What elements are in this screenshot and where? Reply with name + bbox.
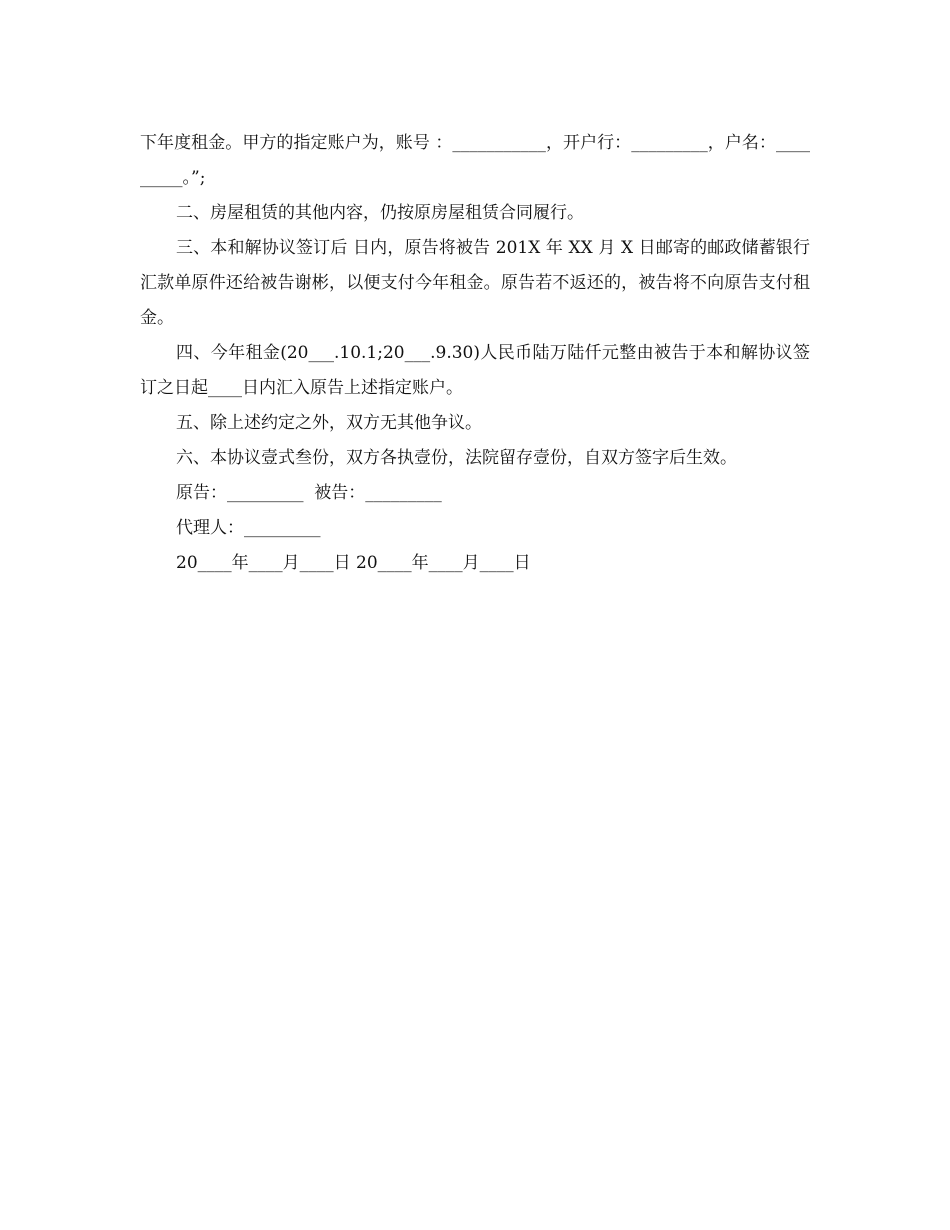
paragraph-clause-2: 二、房屋租赁的其他内容，仍按原房屋租赁合同履行。 bbox=[176, 203, 584, 223]
signature-parties-line: 原告：_________ 被告：_________ bbox=[176, 483, 442, 503]
paragraph-clause-3: 三、本和解协议签订后 日内，原告将被告 201X 年 XX 月 X 日邮寄的邮政储蓄银行汇款单原件还给被告谢彬，以便支付今年租金。原告若不返还的，被告将不向原告支付租金。 bbox=[140, 238, 810, 328]
paragraph-clause-4: 四、今年租金(20___.10.1;20___.9.30)人民币陆万陆仟元整由被告于本和解协议签订之日起____日内汇入原告上述指定账户。 bbox=[140, 343, 810, 398]
signature-agent-line: 代理人：_________ bbox=[176, 518, 321, 538]
signature-date-line: 20____年____月____日 20____年____月____日 bbox=[176, 553, 531, 573]
paragraph-clause-6: 六、本协议壹式叁份，双方各执壹份，法院留存壹份，自双方签字后生效。 bbox=[176, 448, 737, 468]
document-body bbox=[140, 126, 810, 581]
paragraph-rent-account: 下年度租金。甲方的指定账户为，账号 ：___________，开户行：_________，户名：_________。”; bbox=[140, 133, 810, 188]
paragraph-clause-5: 五、除上述约定之外，双方无其他争议。 bbox=[176, 413, 482, 433]
